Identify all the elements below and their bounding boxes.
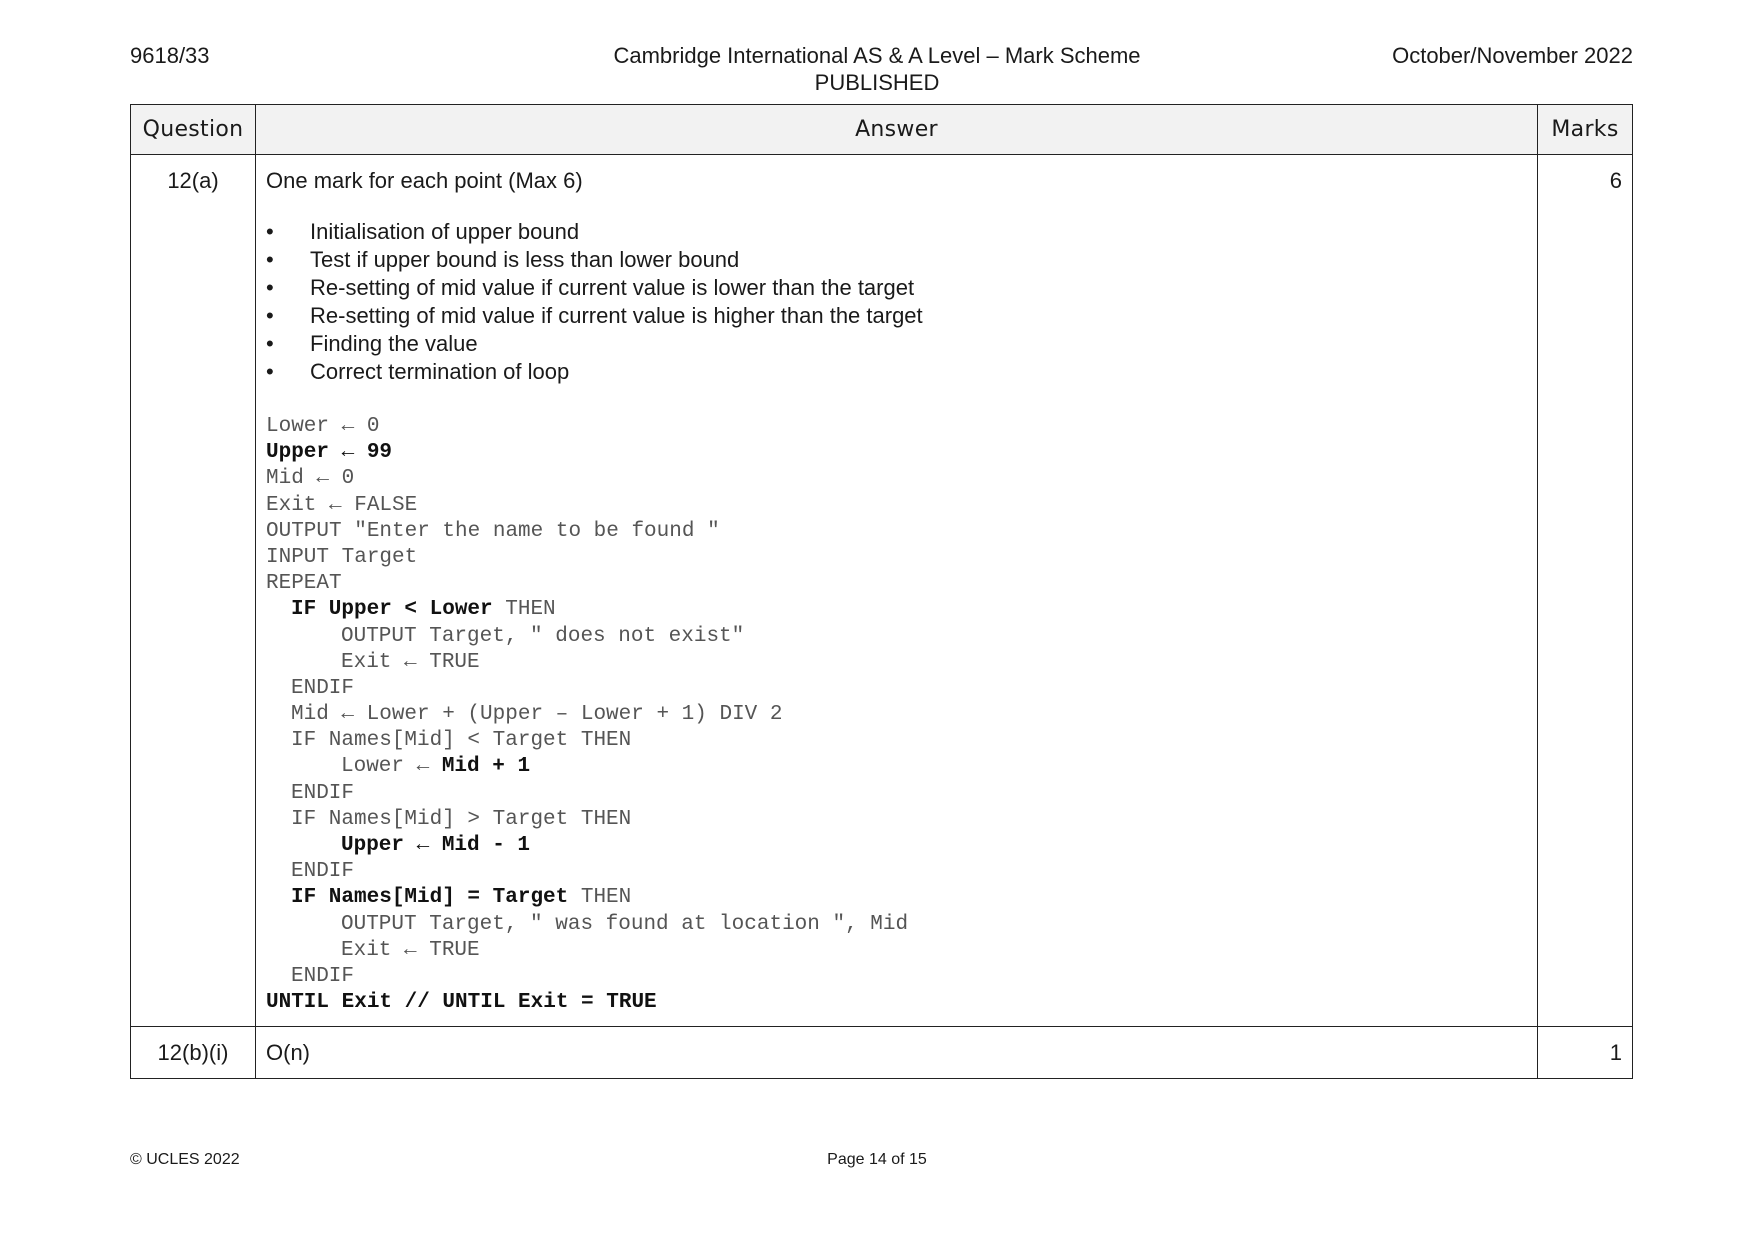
exam-session: October/November 2022 xyxy=(1392,43,1633,68)
copyright-notice: © UCLES 2022 xyxy=(130,1151,240,1168)
code-line: ENDIF xyxy=(291,781,355,805)
title-line: Cambridge International AS & A Level – Mark Scheme xyxy=(613,43,1141,68)
code-line: OUTPUT Target, " was found at location ", Mid xyxy=(341,912,909,936)
page-number: Page 14 of 15 xyxy=(827,1151,927,1168)
answer-cell: O(n) xyxy=(256,1027,1538,1079)
pseudocode-block xyxy=(266,414,1527,1016)
code-line: Mid ← Lower + (Upper – Lower + 1) DIV 2 xyxy=(291,703,783,727)
code-line: Mid ← 0 xyxy=(266,467,355,491)
mark-points-list xyxy=(266,218,1527,386)
table-row xyxy=(131,1027,1633,1079)
code-bold-fragment: IF Names[Mid] = Target xyxy=(291,886,569,910)
table-row xyxy=(131,155,1633,1027)
code-line: IF Names[Mid] < Target THEN xyxy=(291,729,632,753)
list-item: • Correct termination of loop xyxy=(266,358,1527,386)
code-line: Upper ← Mid - 1 xyxy=(341,834,531,857)
paper-code: 9618/33 xyxy=(130,43,210,68)
marking-instruction: One mark for each point (Max 6) xyxy=(266,168,583,193)
list-item: • Re-setting of mid value if current value is lower than the target xyxy=(266,274,1527,302)
answer-column-header: Answer xyxy=(256,105,1538,155)
code-line: INPUT Target xyxy=(266,545,418,569)
list-item: • Finding the value xyxy=(266,330,1527,358)
question-number: 12(b)(i) xyxy=(131,1027,256,1079)
code-line xyxy=(266,754,1527,780)
list-item: • Re-setting of mid value if current value is higher than the target xyxy=(266,302,1527,330)
code-line: Exit ← TRUE xyxy=(341,650,480,674)
code-fragment: THEN xyxy=(492,598,556,622)
code-line xyxy=(266,597,1527,623)
question-number: 12(a) xyxy=(131,155,256,1027)
mark-scheme-table xyxy=(130,104,1633,1079)
question-column-header: Question xyxy=(131,105,256,155)
code-fragment: THEN xyxy=(568,886,632,910)
answer-cell xyxy=(256,155,1538,1027)
code-fragment: Lower ← xyxy=(341,755,442,779)
list-item: • Test if upper bound is less than lower bound xyxy=(266,246,1527,274)
marks-value: 6 xyxy=(1538,155,1633,1027)
code-line: Exit ← FALSE xyxy=(266,493,418,517)
code-line: ENDIF xyxy=(291,676,355,700)
code-line xyxy=(266,885,1527,911)
code-line: IF Names[Mid] > Target THEN xyxy=(291,807,632,831)
code-line: REPEAT xyxy=(266,572,342,596)
marks-column-header: Marks xyxy=(1538,105,1633,155)
code-line: Lower ← 0 xyxy=(266,415,380,438)
list-item: • Initialisation of upper bound xyxy=(266,218,1527,246)
code-line: ENDIF xyxy=(291,964,355,988)
code-bold-fragment: IF Upper < Lower xyxy=(291,598,493,622)
code-bold-fragment: Mid + 1 xyxy=(441,755,531,779)
code-line: ENDIF xyxy=(291,860,355,884)
marks-value: 1 xyxy=(1538,1027,1633,1079)
published-label: PUBLISHED xyxy=(814,70,940,95)
code-line: OUTPUT Target, " does not exist" xyxy=(341,624,745,648)
code-line: UNTIL Exit // UNTIL Exit = TRUE xyxy=(266,991,657,1015)
code-line: OUTPUT "Enter the name to be found " xyxy=(266,519,720,543)
code-line: Exit ← TRUE xyxy=(341,938,480,962)
code-line: Upper ← 99 xyxy=(266,441,393,465)
table-header-row xyxy=(131,105,1633,155)
